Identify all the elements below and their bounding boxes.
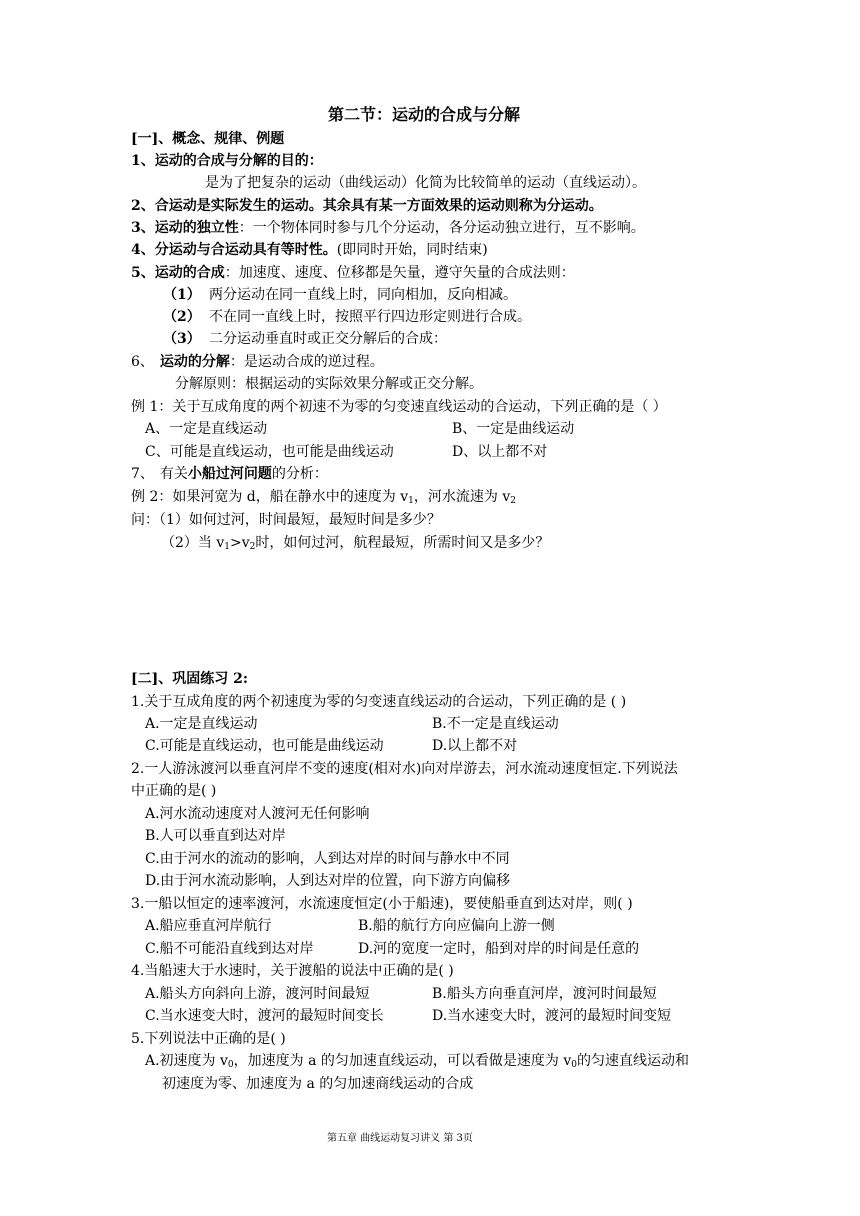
point-4-term: 4、分运动与合运动具有等时性。 [131, 242, 337, 258]
section-2-heading: [二]、巩固练习 2: [131, 671, 249, 687]
point-5-item-2 [163, 308, 531, 326]
point-4-text: (即同时开始，同时结束) [336, 242, 488, 258]
question-text: >v [230, 535, 250, 551]
point-6-text: ：是运动合成的逆过程。 [229, 354, 384, 370]
question-text: 时，如何过河，航程最短，所需时间又是多少？ [255, 535, 550, 551]
exercise-2-question-line-1: 2.一人游泳渡河以垂直河岸不变的速度(相对水)向对岸游去，河水流动速度恒定.下列说法 [131, 761, 678, 777]
page-title: 第二节：运动的合成与分解 [328, 105, 521, 124]
exercise-5-question: 5.下列说法中正确的是( ) [131, 1031, 286, 1047]
example-1-option-c: C、可能是直线运动，也可能是曲线运动 [145, 444, 394, 460]
point-3-text: ：一个物体同时参与几个分运动，各分运动独立进行，互不影响。 [238, 220, 645, 236]
example-2-statement [131, 488, 516, 506]
exercise-4-option-d: D.当水速变大时，渡河的最短时间变短 [432, 1008, 672, 1024]
point-5-term: 5、运动的合成 [131, 265, 225, 281]
subscript: 1 [224, 542, 231, 552]
point-5-text: ：加速度、速度、位移都是矢量，遵守矢量的合成法则： [224, 265, 575, 281]
point-6 [131, 353, 384, 371]
point-5-item-3 [163, 330, 447, 348]
point-2: 2、合运动是实际发生的运动。其余具有某一方面效果的运动则称为分运动。 [131, 198, 603, 214]
point-5-item-1 [163, 286, 517, 304]
point-7-number: 7、 [131, 466, 154, 482]
exercise-1-option-a: A.一定是直线运动 [145, 716, 258, 732]
exercise-4-option-b: B.船头方向垂直河岸，渡河时间最短 [432, 986, 657, 1002]
option-text: ，加速度为 a 的匀加速直线运动，可以看做是速度为 v [233, 1053, 572, 1069]
subscript: 0 [227, 1060, 234, 1070]
exercise-5-option-a-line-2: 初速度为零、加速度为 a 的匀加速商线运动的合成 [162, 1076, 474, 1092]
exercise-4-option-c: C.当水速变大时，渡河的最短时间变长 [145, 1008, 384, 1024]
point-7-text: 的分析： [271, 466, 328, 482]
example-2-text: 例 2：如果河宽为 d，船在静水中的速度为 v [131, 489, 409, 505]
subscript: 1 [408, 496, 414, 506]
example-1-option-a: A、一定是直线运动 [145, 421, 268, 437]
exercise-3-option-b: B.船的航行方向应偏向上游一侧 [358, 918, 555, 934]
point-6-number: 6、 [131, 354, 154, 370]
option-text: A.初速度为 v [145, 1053, 228, 1069]
example-2-question-2 [161, 534, 549, 552]
exercise-1-option-c: C.可能是直线运动，也可能是曲线运动 [145, 738, 384, 754]
example-1-option-b: B、一定是曲线运动 [452, 421, 575, 437]
point-7-term: 小船过河问题 [187, 466, 272, 482]
subscript: 2 [510, 496, 516, 506]
example-2-text: ，河水流速为 v [413, 489, 511, 505]
page-footer: 第五章 曲线运动复习讲义 第 3页 [327, 1133, 473, 1144]
item-text: 二分运动垂直时或正交分解后的合成： [209, 331, 447, 347]
point-3-term: 3、运动的独立性 [131, 220, 239, 236]
example-2-question-1: 问：（1）如何过河，时间最短，最短时间是多少？ [131, 512, 441, 528]
exercise-1-option-d: D.以上都不对 [432, 738, 518, 754]
point-1-body: 是为了把复杂的运动（曲线运动）化简为比较简单的运动（直线运动）。 [205, 175, 646, 191]
section-1-heading: [一]、概念、规律、例题 [131, 131, 285, 147]
subscript: 2 [249, 542, 256, 552]
exercise-4-option-a: A.船头方向斜向上游，渡河时间最短 [145, 986, 370, 1002]
point-6-principle: 分解原则：根据运动的实际效果分解或正交分解。 [175, 376, 483, 392]
point-7-prefix: 有关 [159, 466, 188, 482]
exercise-5-option-a-line-1 [145, 1052, 689, 1070]
item-number: （2） [163, 309, 201, 325]
exercise-4-question: 4.当船速大于水速时，关于渡船的说法中正确的是( ) [131, 963, 454, 979]
exercise-2-option-a: A.河水流动速度对人渡河无任何影响 [145, 806, 370, 822]
exercise-2-option-b: B.人可以垂直到达对岸 [145, 828, 286, 844]
point-7 [131, 465, 328, 483]
exercise-3-option-c: C.船不可能沿直线到达对岸 [145, 941, 314, 957]
item-text: 两分运动在同一直线上时，同向相加，反向相减。 [209, 287, 517, 303]
item-number: （1） [163, 287, 201, 303]
question-text: （2）当 v [161, 535, 225, 551]
exercise-2-question-line-2: 中正确的是( ) [131, 783, 217, 799]
item-number: （3） [163, 331, 201, 347]
exercise-2-option-c: C.由于河水的流动的影响，人到达对岸的时间与静水中不同 [145, 851, 510, 867]
point-3 [131, 219, 645, 237]
exercise-3-option-d: D.河的宽度一定时，船到对岸的时间是任意的 [358, 941, 640, 957]
option-text: 的匀速直线运动和 [577, 1053, 689, 1069]
exercise-3-option-a: A.船应垂直河岸航行 [145, 918, 272, 934]
point-4 [131, 241, 488, 259]
exercise-2-option-d: D.由于河水流动影响，人到达对岸的位置，向下游方向偏移 [145, 873, 511, 889]
point-6-term: 运动的分解 [159, 354, 230, 370]
item-text: 不在同一直线上时，按照平行四边形定则进行合成。 [209, 309, 531, 325]
exercise-3-question: 3.一船以恒定的速率渡河，水流速度恒定(小于船速)，要使船垂直到达对岸，则( ) [131, 896, 633, 912]
subscript: 0 [571, 1060, 577, 1070]
example-1-option-d: D、以上都不对 [452, 444, 548, 460]
example-1-question: 例 1：关于互成角度的两个初速不为零的匀变速直线运动的合运动，下列正确的是（ ） [131, 399, 667, 415]
exercise-1-option-b: B.不一定是直线运动 [432, 716, 559, 732]
point-5 [131, 264, 575, 282]
exercise-1-question: 1.关于互成角度的两个初速度为零的匀变速直线运动的合运动，下列正确的是 ( ) [131, 694, 627, 710]
point-1-heading: 1、运动的合成与分解的目的： [131, 153, 323, 169]
